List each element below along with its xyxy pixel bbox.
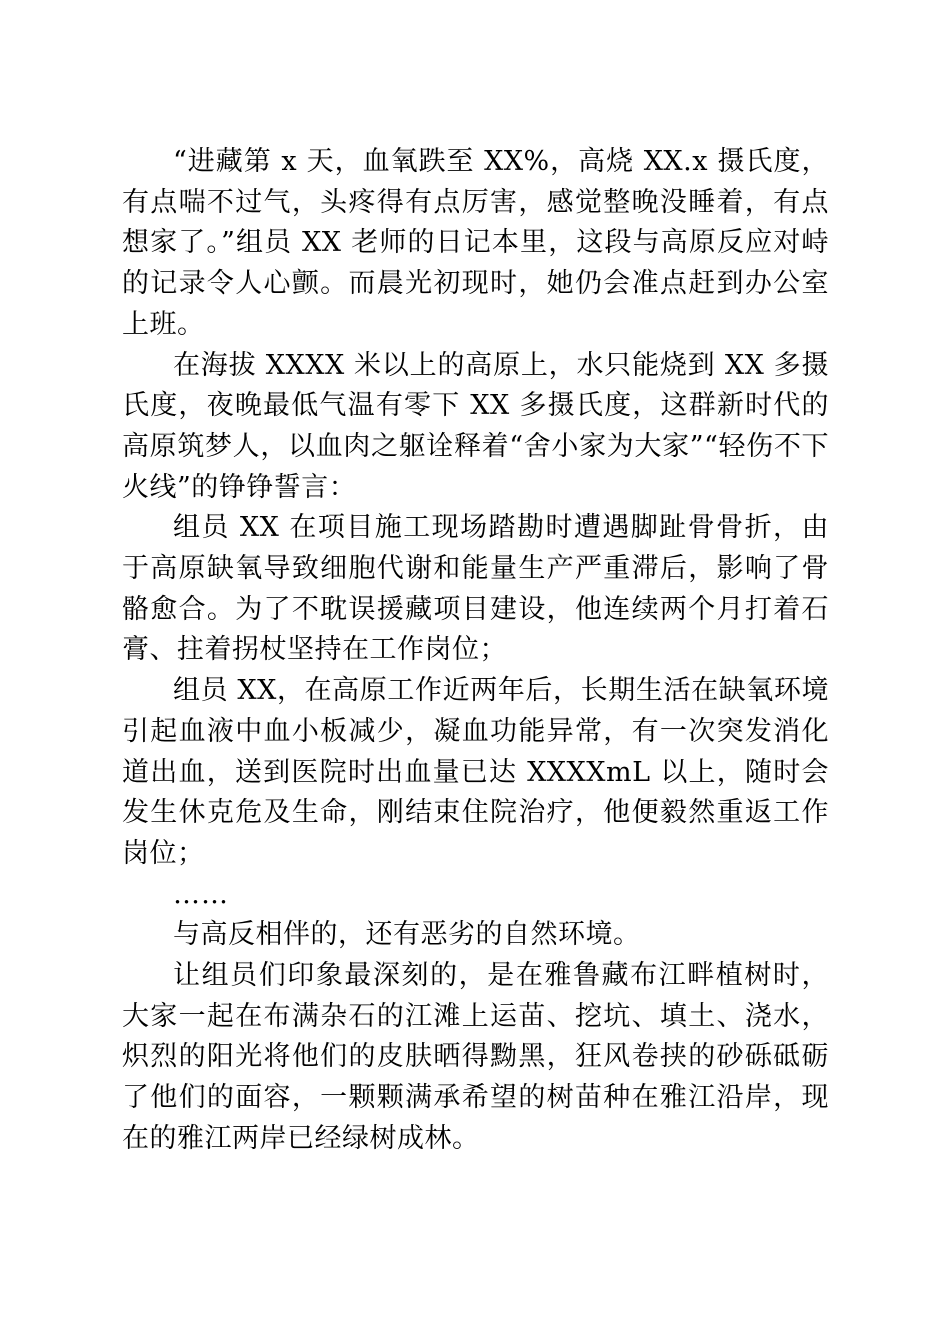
paragraph-plateau-conditions: 在海拔 XXXX 米以上的高原上，水只能烧到 XX 多摄氏度，夜晚最低气温有零下 XX 多摄氏度，这群新时代的高原筑梦人，以血肉之躯诠释着“舍小家为大家”“轻伤不下火线”的铮铮誓言：	[122, 349, 829, 503]
document-body	[122, 142, 829, 1160]
paragraph-tree-planting: 让组员们印象最深刻的，是在雅鲁藏布江畔植树时，大家一起在布满杂石的江滩上运苗、挖坑、填土、浇水，炽烈的阳光将他们的皮肤晒得黝黑，狂风卷挟的砂砾砥砺了他们的面容，一颗颗满承希望的树苗种在雅江沿岸，现在的雅江两岸已经绿树成林。	[122, 960, 829, 1154]
paragraph-diary-entry: “进藏第 x 天，血氧跌至 XX%，高烧 XX.x 摄氏度，有点喘不过气，头疼得有点厉害，感觉整晚没睡着，有点想家了。”组员 XX 老师的日记本里，这段与高原反应对峙的记录令人心颤。而晨光初现时，她仍会准点赶到办公室上班。	[122, 146, 829, 340]
paragraph-bleeding: 组员 XX，在高原工作近两年后，长期生活在缺氧环境引起血液中血小板减少，凝血功能异常，有一次突发消化道出血，送到医院时出血量已达 XXXXmL 以上，随时会发生休克危及生命，刚结束住院治疗，他便毅然重返工作岗位；	[122, 675, 829, 869]
paragraph-ellipsis: ……	[173, 878, 229, 910]
paragraph-natural-environment: 与高反相伴的，还有恶劣的自然环境。	[173, 919, 641, 951]
paragraph-toe-fracture: 组员 XX 在项目施工现场踏勘时遭遇脚趾骨骨折，由于高原缺氧导致细胞代谢和能量生产严重滞后，影响了骨骼愈合。为了不耽误援藏项目建设，他连续两个月打着石膏、拄着拐杖坚持在工作岗位；	[122, 512, 829, 666]
